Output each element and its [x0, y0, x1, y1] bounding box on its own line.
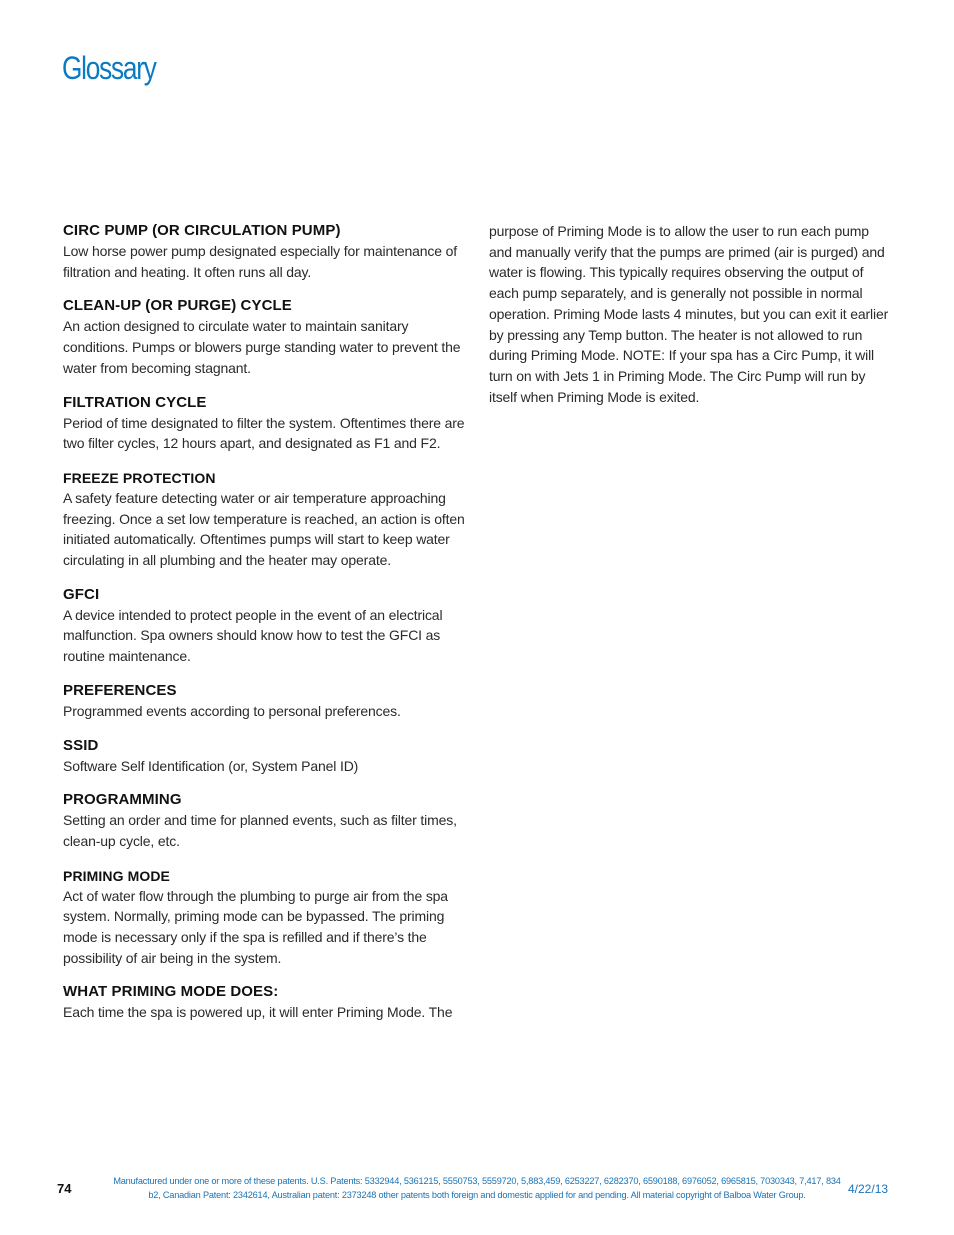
glossary-entry-freeze-protection	[63, 468, 465, 571]
page-title: Glossary	[62, 50, 156, 86]
glossary-definition: An action designed to circulate water to maintain sanitary conditions. Pumps or blowers purge standing water to prevent the water from becoming stagnant.	[63, 318, 461, 376]
glossary-definition: Each time the spa is powered up, it will enter Priming Mode. The	[63, 1004, 453, 1021]
glossary-term: PROGRAMMING	[63, 791, 182, 809]
glossary-term: PREFERENCES	[63, 681, 177, 699]
glossary-column-left	[63, 221, 465, 1023]
patent-footer-note: Manufactured under one or more of these patents. U.S. Patents: 5332944, 5361215, 5550753, 5559720, 5,883,459, 6253227, 6282370, 6590188, 6976052, 6965815, 7030343, 7,417, 834 b2, Canadian Patent: 2342614, Australian patent: 2373248 other patents both foreign and domestic applied for and pending. All material copyright of Balboa Water Group.	[113, 1176, 841, 1200]
glossary-definition: Period of time designated to filter the system. Oftentimes there are two filter cycles, 12 hours apart, and designated as F1 and F2.	[63, 414, 465, 452]
glossary-definition: A device intended to protect people in the event of an electrical malfunction. Spa owners should know how to test the GFCI as routine maintenance.	[63, 606, 443, 665]
glossary-column-right	[489, 221, 891, 407]
glossary-entry-filtration-cycle	[63, 393, 465, 454]
page-number: 74	[57, 1181, 72, 1196]
glossary-entry-ssid	[63, 736, 465, 777]
glossary-entry-circ-pump	[63, 221, 465, 282]
footer-date: 4/22/13	[848, 1182, 889, 1196]
glossary-term: PRIMING MODE	[63, 867, 170, 884]
glossary-term: FILTRATION CYCLE	[63, 393, 207, 411]
glossary-definition: A safety feature detecting water or air temperature approaching freezing. Once a set low temperature is reached, an action is often initiated automatically. Oftentimes pumps will start to keep water circulating in all plumbing and the heater may operate.	[63, 489, 465, 569]
glossary-definition: Low horse power pump designated especially for maintenance of filtration and heating. It often runs all day.	[63, 243, 457, 280]
glossary-entry-what-priming-mode-does	[63, 982, 465, 1023]
glossary-definition-continued: purpose of Priming Mode is to allow the user to run each pump and manually verify that the pumps are primed (air is purged) and water is flowing. This typically requires observing the output of each pump separately, and is generally not possible in normal operation. Priming Mode lasts 4 minutes, but you can exit it earlier by pressing any Temp button. The heater is not allowed to run during Priming Mode. NOTE: If your spa has a Circ Pump, it will turn on with Jets 1 in Priming Mode. The Circ Pump will run by itself when Priming Mode is exited.	[489, 223, 889, 405]
glossary-term: GFCI	[63, 585, 100, 603]
glossary-entry-cleanup-cycle	[63, 296, 465, 378]
glossary-term: FREEZE PROTECTION	[63, 469, 216, 486]
glossary-entry-preferences	[63, 681, 465, 722]
glossary-term: WHAT PRIMING MODE DOES:	[63, 983, 279, 1001]
glossary-entry-gfci	[63, 585, 465, 667]
glossary-term: SSID	[63, 736, 99, 754]
glossary-definition: Setting an order and time for planned events, such as filter times, clean-up cycle, etc.	[63, 812, 457, 849]
glossary-entry-programming	[63, 790, 465, 851]
glossary-definition: Software Self Identification (or, System Panel ID)	[63, 757, 359, 774]
glossary-definition: Act of water flow through the plumbing to purge air from the spa system. Normally, priming mode can be bypassed. The priming mode is necessary only if the spa is refilled and if there’s the possibility of air being in the system.	[63, 887, 448, 966]
glossary-term: CLEAN-UP (OR PURGE) CYCLE	[63, 297, 292, 315]
glossary-term: CIRC PUMP (OR CIRCULATION PUMP)	[63, 222, 341, 239]
glossary-entry-priming-mode	[63, 866, 465, 969]
glossary-definition: Programmed events according to personal preferences.	[63, 702, 401, 719]
